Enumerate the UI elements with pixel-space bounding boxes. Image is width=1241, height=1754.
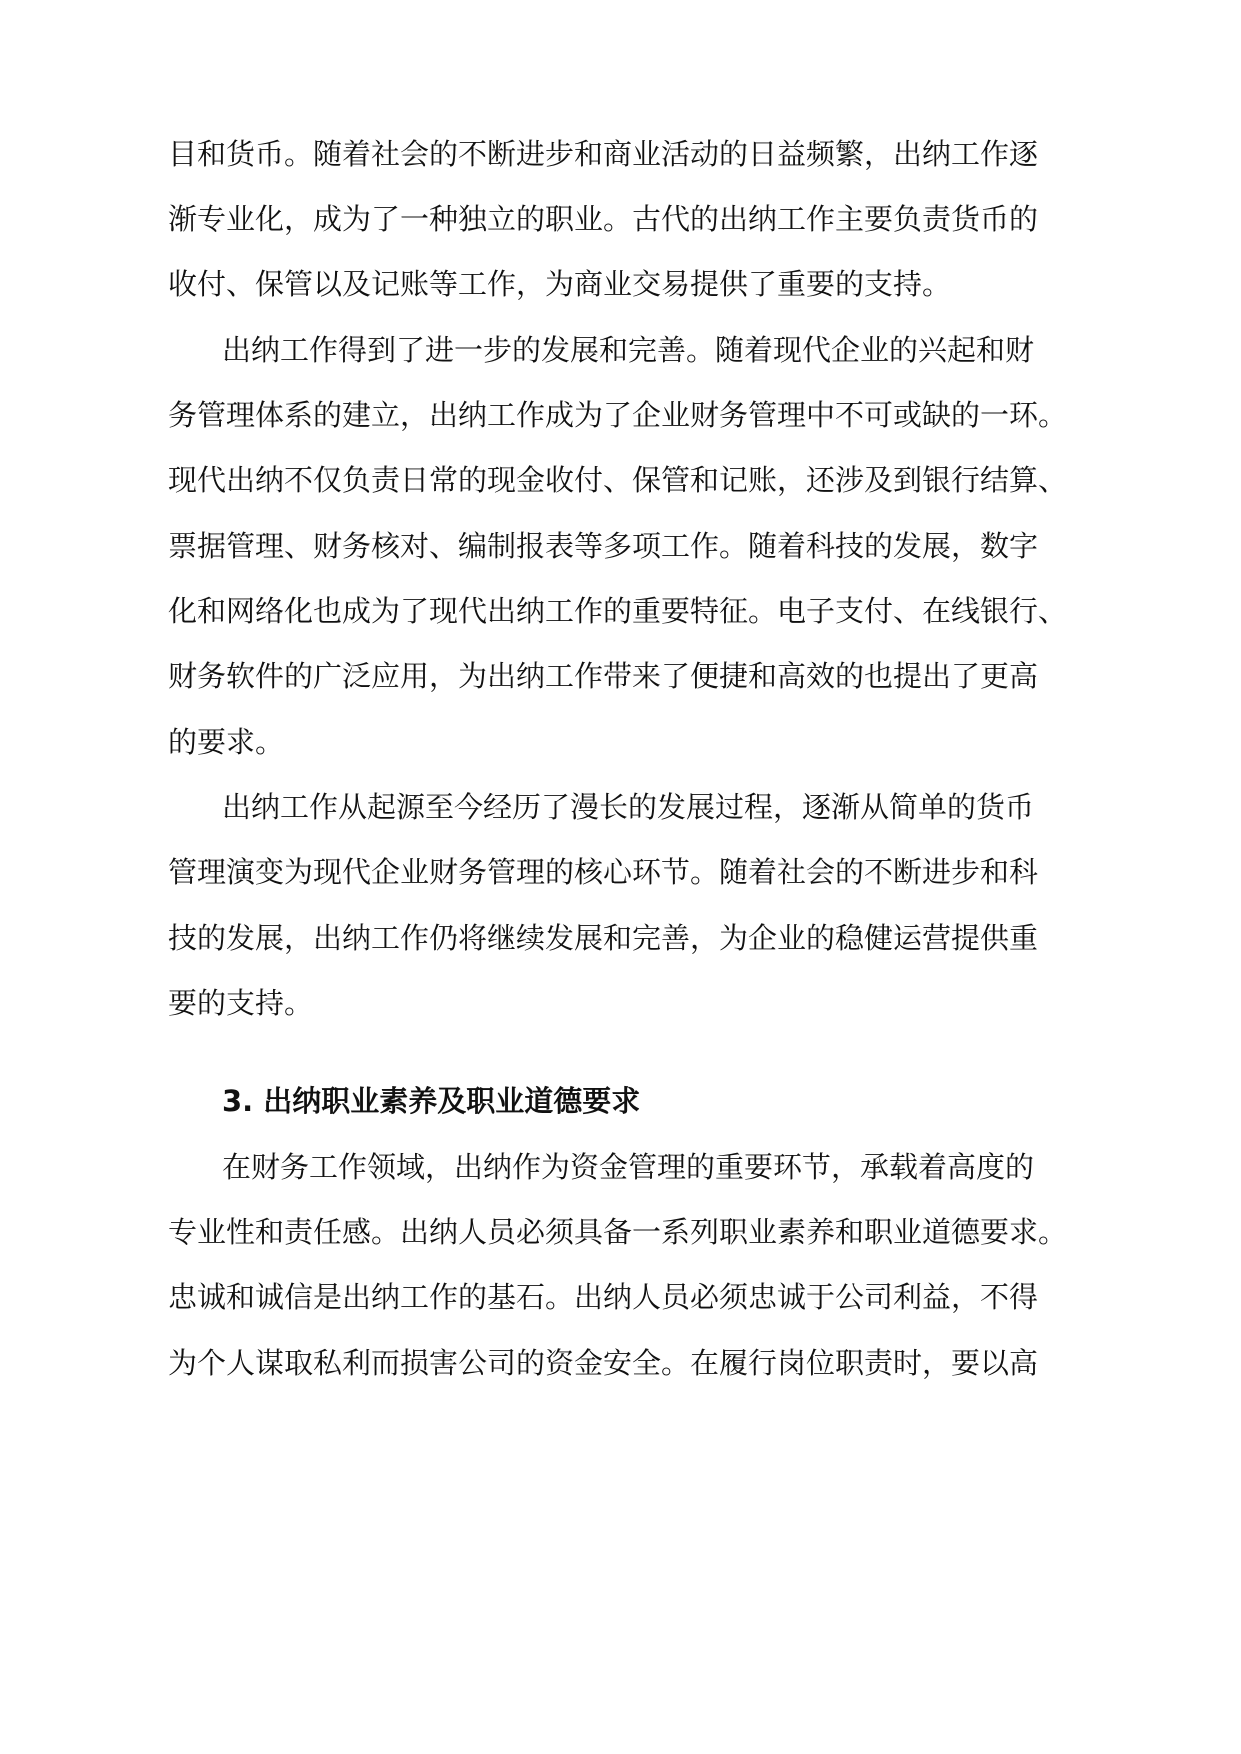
paragraph-3-line-3 [0, 918, 1241, 958]
text-line: 忠诚和诚信是出纳工作的基石。出纳人员必须忠诚于公司利益，不得 [168, 1280, 1039, 1314]
paragraph-4-line-1 [0, 1147, 1241, 1187]
paragraph-3-line-4 [0, 983, 1241, 1023]
text-line: 的要求。 [168, 725, 285, 759]
paragraph-1-line-1 [0, 134, 1241, 174]
text-line: 化和网络化也成为了现代出纳工作的重要特征。电子支付、在线银行、 [168, 594, 1068, 628]
text-line: 务管理体系的建立，出纳工作成为了企业财务管理中不可或缺的一环。 [168, 398, 1068, 432]
text-line: 收付、保管以及记账等工作，为商业交易提供了重要的支持。 [168, 267, 952, 301]
paragraph-2-line-5 [0, 591, 1241, 631]
text-line: 现代出纳不仅负责日常的现金收付、保管和记账，还涉及到银行结算、 [168, 463, 1068, 497]
paragraph-4-line-3 [0, 1277, 1241, 1317]
text-line: 为个人谋取私利而损害公司的资金安全。在履行岗位职责时，要以高 [168, 1346, 1039, 1380]
paragraph-2-line-7 [0, 722, 1241, 762]
section-heading [0, 1081, 1241, 1121]
section-heading-text: 3. 出纳职业素养及职业道德要求 [222, 1084, 641, 1118]
text-line: 出纳工作得到了进一步的发展和完善。随着现代企业的兴起和财 [222, 333, 1035, 367]
paragraph-1-line-3 [0, 264, 1241, 304]
text-line: 渐专业化，成为了一种独立的职业。古代的出纳工作主要负责货币的 [168, 202, 1039, 236]
paragraph-3-line-1 [0, 787, 1241, 827]
text-line: 专业性和责任感。出纳人员必须具备一系列职业素养和职业道德要求。 [168, 1215, 1068, 1249]
paragraph-2-line-6 [0, 656, 1241, 696]
text-line: 目和货币。随着社会的不断进步和商业活动的日益频繁，出纳工作逐 [168, 137, 1039, 171]
text-line: 要的支持。 [168, 986, 314, 1020]
text-line: 出纳工作从起源至今经历了漫长的发展过程，逐渐从简单的货币 [222, 790, 1035, 824]
paragraph-3-line-2 [0, 852, 1241, 892]
paragraph-2-line-2 [0, 395, 1241, 435]
paragraph-1-line-2 [0, 199, 1241, 239]
paragraph-4-line-2 [0, 1212, 1241, 1252]
paragraph-2-line-3 [0, 460, 1241, 500]
paragraph-2-line-4 [0, 526, 1241, 566]
text-line: 在财务工作领域，出纳作为资金管理的重要环节，承载着高度的 [222, 1150, 1035, 1184]
text-line: 财务软件的广泛应用，为出纳工作带来了便捷和高效的也提出了更高 [168, 659, 1039, 693]
paragraph-2-line-1 [0, 330, 1241, 370]
paragraph-4-line-4 [0, 1343, 1241, 1383]
text-line: 票据管理、财务核对、编制报表等多项工作。随着科技的发展，数字 [168, 529, 1039, 563]
text-line: 管理演变为现代企业财务管理的核心环节。随着社会的不断进步和科 [168, 855, 1039, 889]
text-line: 技的发展，出纳工作仍将继续发展和完善，为企业的稳健运营提供重 [168, 921, 1039, 955]
